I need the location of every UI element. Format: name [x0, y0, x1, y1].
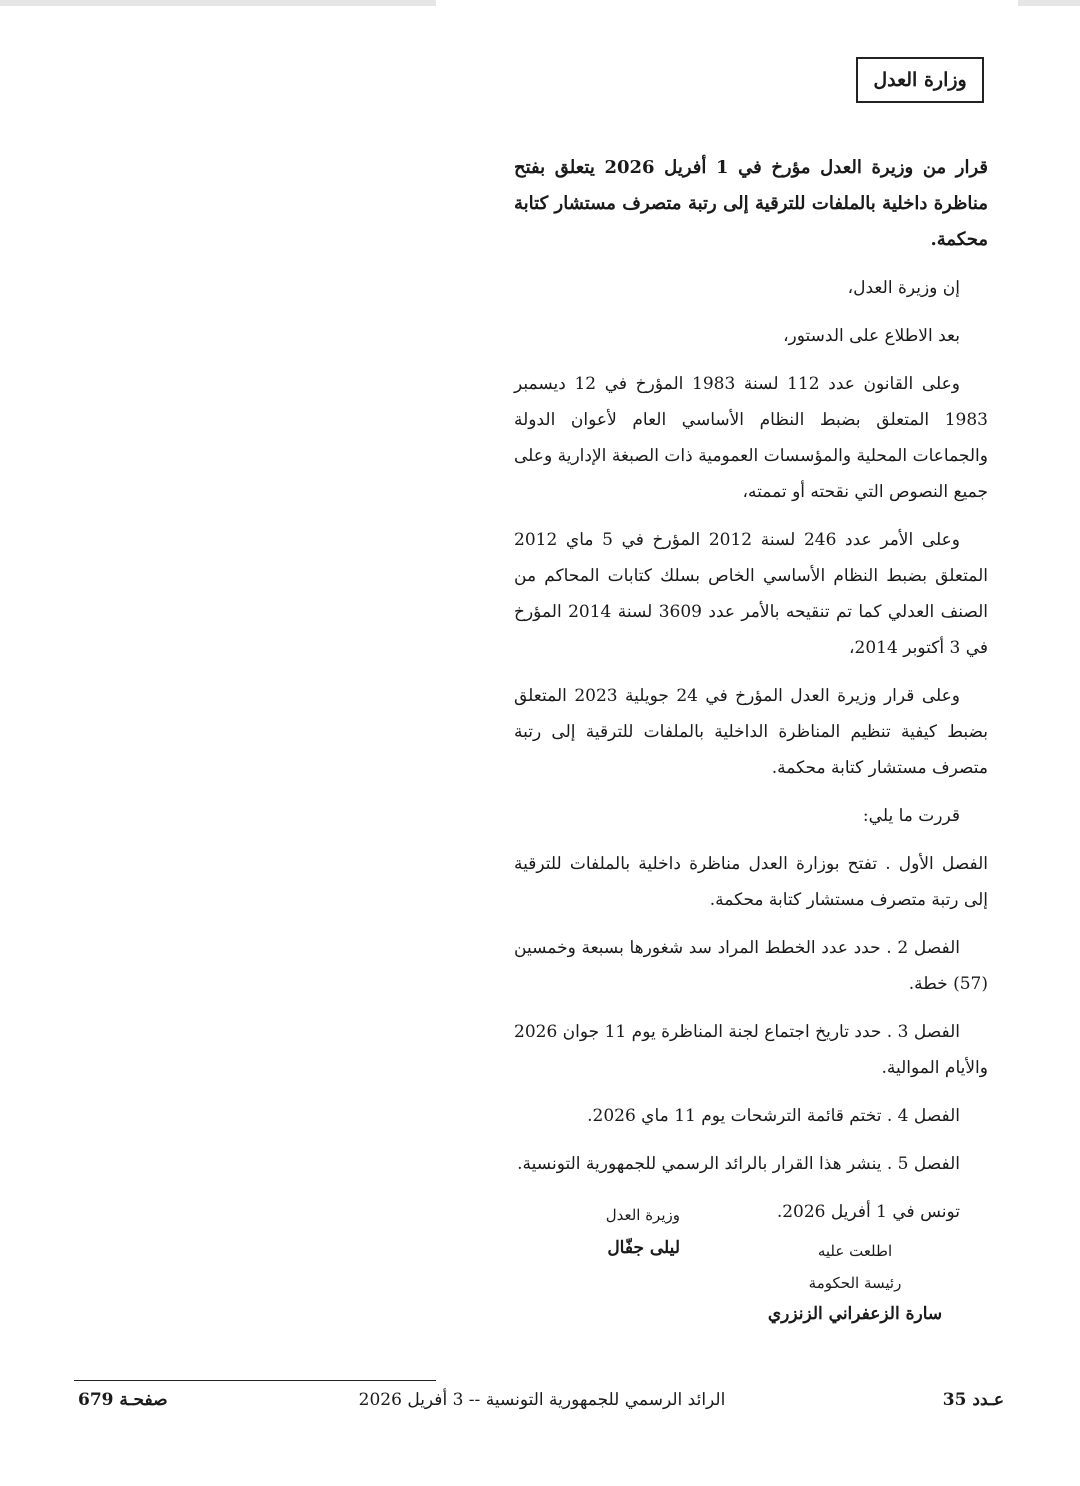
- paragraph-decree-246: وعلى الأمر عدد 246 لسنة 2012 المؤرخ في 5 ماي 2012 المتعلق بضبط النظام الأساسي الخاص بسلك كتابات المحاكم من الصنف العدلي كما تم تنقيحه بالأمر عدد 3609 لسنة 2014 المؤرخ في 3 أكتوبر 2014،: [514, 530, 988, 658]
- article-4: الفصل 4 . تختم قائمة الترشحات يوم 11 ماي 2026.: [587, 1106, 960, 1126]
- place-date: تونس في 1 أفريل 2026.: [776, 1202, 960, 1222]
- footer-divider: [74, 1380, 436, 1381]
- ministry-header-label: وزارة العدل: [873, 69, 967, 91]
- pm-signature: [760, 1242, 950, 1324]
- ministry-header-box: [856, 57, 984, 103]
- paragraph-intro: إن وزيرة العدل،: [847, 278, 960, 298]
- minister-title: وزيرة العدل: [605, 1206, 680, 1224]
- minister-name: ليلى جفّال: [607, 1238, 680, 1258]
- decree-title: قرار من وزيرة العدل مؤرخ في 1 أفريل 2026 يتعلق بفتح مناظرة داخلية بالملفات للترقية إلى رتبة متصرف مستشار كتابة محكمة.: [514, 157, 988, 250]
- article-5: الفصل 5 . ينشر هذا القرار بالرائد الرسمي للجمهورية التونسية.: [517, 1154, 960, 1174]
- seen-label: اطلعت عليه: [817, 1242, 893, 1260]
- footer-page: صفحـة 679: [78, 1390, 168, 1410]
- scan-edge-left: [0, 0, 436, 6]
- scan-edge-right: [1018, 0, 1080, 6]
- pm-name: سارة الزعفراني الزنزري: [767, 1304, 943, 1324]
- article-2: الفصل 2 . حدد عدد الخطط المراد سد شغورها بسبعة وخمسين (57) خطة.: [514, 938, 988, 994]
- paragraph-decided: قررت ما يلي:: [862, 806, 960, 826]
- minister-signature: [560, 1206, 680, 1258]
- footer-issue: عـدد 35: [942, 1390, 1004, 1410]
- pm-title: رئيسة الحكومة: [808, 1274, 902, 1292]
- article-3: الفصل 3 . حدد تاريخ اجتماع لجنة المناظرة يوم 11 جوان 2026 والأيام الموالية.: [514, 1022, 988, 1078]
- paragraph-constitution: بعد الاطلاع على الدستور،: [783, 326, 960, 346]
- paragraph-order-2023: وعلى قرار وزيرة العدل المؤرخ في 24 جويلية 2023 المتعلق بضبط كيفية تنظيم المناظرة الداخلية بالملفات للترقية إلى رتبة متصرف مستشار كتابة محكمة.: [514, 686, 988, 778]
- paragraph-law-112: وعلى القانون عدد 112 لسنة 1983 المؤرخ في 12 ديسمبر 1983 المتعلق بضبط النظام الأساسي العام لأعوان الدولة والجماعات المحلية والمؤسسات العمومية ذات الصبغة الإدارية وعلى جميع النصوص التي نقحته أو تممته،: [514, 374, 988, 502]
- footer-center: الرائد الرسمي للجمهورية التونسية -- 3 أفريل 2026: [358, 1390, 726, 1410]
- article-1: الفصل الأول . تفتح بوزارة العدل مناظرة داخلية بالملفات للترقية إلى رتبة متصرف مستشار كتابة محكمة.: [514, 854, 988, 910]
- decree-column: [514, 150, 988, 1242]
